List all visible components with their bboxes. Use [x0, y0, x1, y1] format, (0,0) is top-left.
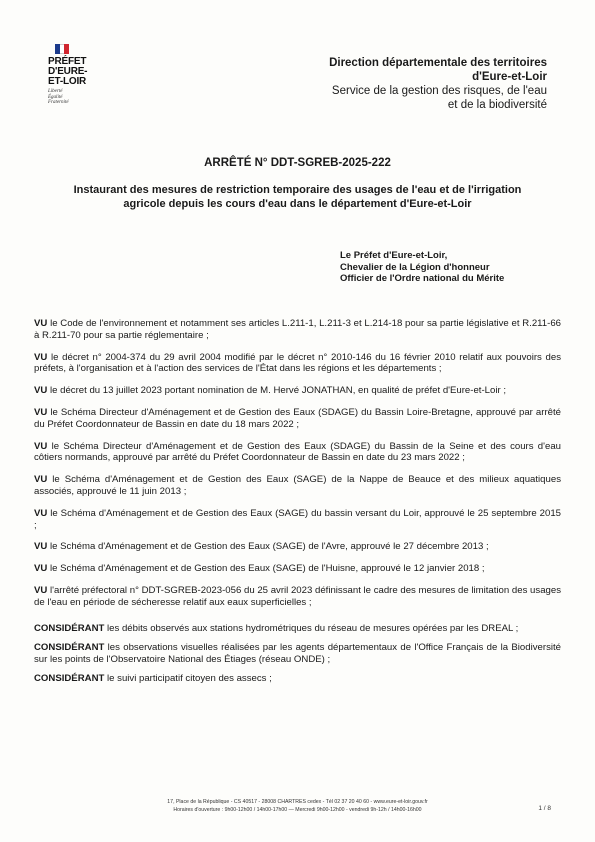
- prefect-line1: Le Préfet d'Eure-et-Loir,: [340, 250, 448, 261]
- republic-motto: [48, 89, 108, 106]
- vu-paragraph: VU le Schéma d'Aménagement et de Gestion des Eaux (SAGE) du bassin versant du Loir, approuvé le 25 septembre 2015 ;: [34, 507, 561, 531]
- motto-egalite: Égalité: [48, 94, 63, 100]
- marianne-flag-icon: [55, 44, 69, 54]
- footer-address: 17, Place de la République - CS 40517 - 28008 CHARTRES cedex - Tél 02 37 20 40 60 - www.eure-et-loir.gouv.fr: [167, 799, 428, 805]
- page-number: 1 / 8: [538, 805, 551, 812]
- prefecture-logo: [48, 44, 108, 106]
- direction-line2: d'Eure-et-Loir: [472, 71, 547, 83]
- issuing-service: [329, 56, 547, 112]
- vu-paragraph: VU le Schéma d'Aménagement et de Gestion des Eaux (SAGE) de l'Avre, approuvé le 27 décembre 2013 ;: [34, 541, 489, 553]
- vu-paragraph: VU le Schéma d'Aménagement et de Gestion des Eaux (SAGE) de l'Huisne, approuvé le 12 janvier 2018 ;: [34, 563, 485, 575]
- decree-body: [34, 318, 561, 693]
- service-line1: Service de la gestion des risques, de l'eau: [331, 85, 547, 97]
- logo-line: ET-LOIR: [48, 76, 87, 87]
- logo-line: D'EURE-: [48, 66, 88, 77]
- page-footer: [0, 798, 595, 814]
- considerant-paragraph: CONSIDÉRANT les observations visuelles réalisées par les agents départementaux de l'Office Français de la Biodiversité sur les points de l'Observatoire National des Étiages (réseau ONDE) ;: [34, 642, 561, 665]
- prefect-block: [340, 250, 504, 285]
- direction-line1: Direction départementale des territoires: [329, 57, 547, 69]
- prefect-line3: Officier de l'Ordre national du Mérite: [340, 273, 505, 284]
- considerant-paragraph: CONSIDÉRANT le suivi participatif citoyen des assecs ;: [34, 673, 272, 685]
- considerant-paragraph: CONSIDÉRANT les débits observés aux stations hydrométriques du réseau de mesures opérées par les DREAL ;: [34, 622, 519, 634]
- motto-fraternite: Fraternité: [48, 100, 69, 105]
- footer-hours: Horaires d'ouverture : 9h00-12h00 / 14h00-17h00 — Mercredi 9h00-12h00 - vendredi 9h-12h / 14h00-16h00: [173, 807, 422, 813]
- motto-liberte: Liberté: [48, 89, 63, 94]
- vu-paragraph: VU l'arrêté préfectoral n° DDT-SGREB-2023-056 du 25 avril 2023 définissant le cadre des mesures de limitation des usages de l'eau en période de sécheresse relatif aux eaux superficielles ;: [34, 585, 561, 608]
- logo-line: PRÉFET: [48, 56, 87, 67]
- vu-paragraph: VU le Schéma d'Aménagement et de Gestion des Eaux (SAGE) de la Nappe de Beauce et des milieux aquatiques associés, approuvé le 11 juin 2013 ;: [34, 474, 561, 497]
- service-line2: et de la biodiversité: [447, 99, 547, 111]
- vu-paragraph: VU le Schéma Directeur d'Aménagement et de Gestion des Eaux (SDAGE) du Bassin Loire-Bretagne, approuvé par arrêté du Préfet Coordonnateur de Bassin en date du 18 mars 2022 ;: [34, 407, 561, 430]
- vu-paragraph: VU le Schéma Directeur d'Aménagement et de Gestion des Eaux (SDAGE) du Bassin de la Seine et des cours d'eau côtiers normands, approuvé par arrêté du Préfet Coordonnateur de Bassin en date du 23 mars 2022 ;: [34, 440, 561, 464]
- vu-paragraph: VU le décret n° 2004-374 du 29 avril 2004 modifié par le décret n° 2010-146 du 16 février 2010 relatif aux pouvoirs des préfets, à l'organisation et à l'action des services de l'État dans les régions et les départements ;: [34, 351, 561, 375]
- prefect-line2: Chevalier de la Légion d'honneur: [340, 261, 490, 273]
- vu-paragraph: VU le Code de l'environnement et notamment ses articles L.211-1, L.211-3 et L.214-18 pour sa partie législative et R.211-66 à R.211-70 pour sa partie réglementaire ;: [34, 318, 561, 341]
- decree-subtitle: Instaurant des mesures de restriction temporaire des usages de l'eau et de l'irrigation agricole depuis les cours d'eau dans le département d'Eure-et-Loir: [73, 184, 522, 210]
- decree-title: ARRÊTÉ N° DDT-SGREB-2025-222: [204, 157, 391, 169]
- vu-paragraph: VU le décret du 13 juillet 2023 portant nomination de M. Hervé JONATHAN, en qualité de préfet d'Eure-et-Loir ;: [34, 385, 506, 397]
